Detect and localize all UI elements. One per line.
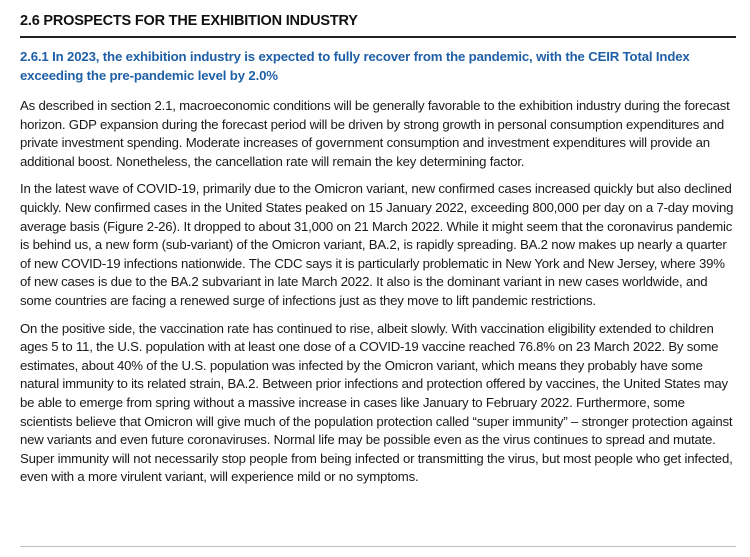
body-paragraph-1: As described in section 2.1, macroeconomic conditions will be generally favorable to the exhibition industry during the forecast horizon. GDP expansion during the forecast period will be driven by strong growth in personal consumption expenditures and private investment spending. Moderate increases of government consumption and investment expenditures will provide an additional boost. Nonetheless, the cancellation rate will remain the key determining factor. — [20, 98, 730, 169]
subsection-title: 2.6.1 In 2023, the exhibition industry is expected to fully recover from the pandemic, with the CEIR Total Index exceeding the pre-pandemic level by 2.0% — [20, 49, 690, 83]
body-paragraph-2: In the latest wave of COVID-19, primarily due to the Omicron variant, new confirmed cases increased quickly but also declined quickly. New confirmed cases in the United States peaked on 15 January 2022, exceeding 800,000 per day on a 7-day moving average basis (Figure 2-26). It dropped to about 31,000 on 21 March 2022. While it might seem that the coronavirus pandemic is behind us, a new form (sub-variant) of the Omicron variant, BA.2, is rapidly spreading. BA.2 now makes up nearly a quarter of new COVID-19 infections nationwide. The CDC says it is particularly problematic in New York and New Jersey, where 39% of new cases is due to the BA.2 subvariant in late March 2022. It also is the dominant variant in new cases worldwide, and some countries are facing a renewed surge of infections just as they move to lift pandemic restrictions. — [20, 181, 734, 308]
section-title: 2.6 PROSPECTS FOR THE EXHIBITION INDUSTRY — [20, 8, 736, 38]
bottom-divider — [20, 546, 736, 547]
body-paragraph-3: On the positive side, the vaccination rate has continued to rise, albeit slowly. With vaccination eligibility extended to children ages 5 to 11, the U.S. population with at least one dose of a COVID-19 vaccine reached 76.8% on 23 March 2022. By some estimates, about 40% of the U.S. population was infected by the Omicron variant, which means they probably have some natural immunity to its related strain, BA.2. Between prior infections and protection offered by vaccines, the United States may be able to emerge from spring without a massive increase in cases like January to February 2022. Furthermore, some scientists believe that Omicron will give much of the population protection called “super immunity” – stronger protection against new variants and even future coronaviruses. Normal life may be possible even as the virus continues to spread and mutate. Super immunity will not necessarily stop people from being infected or transmitting the virus, but most people who get infected, even with a more virulent variant, will experience mild or no symptoms. — [20, 320, 733, 485]
